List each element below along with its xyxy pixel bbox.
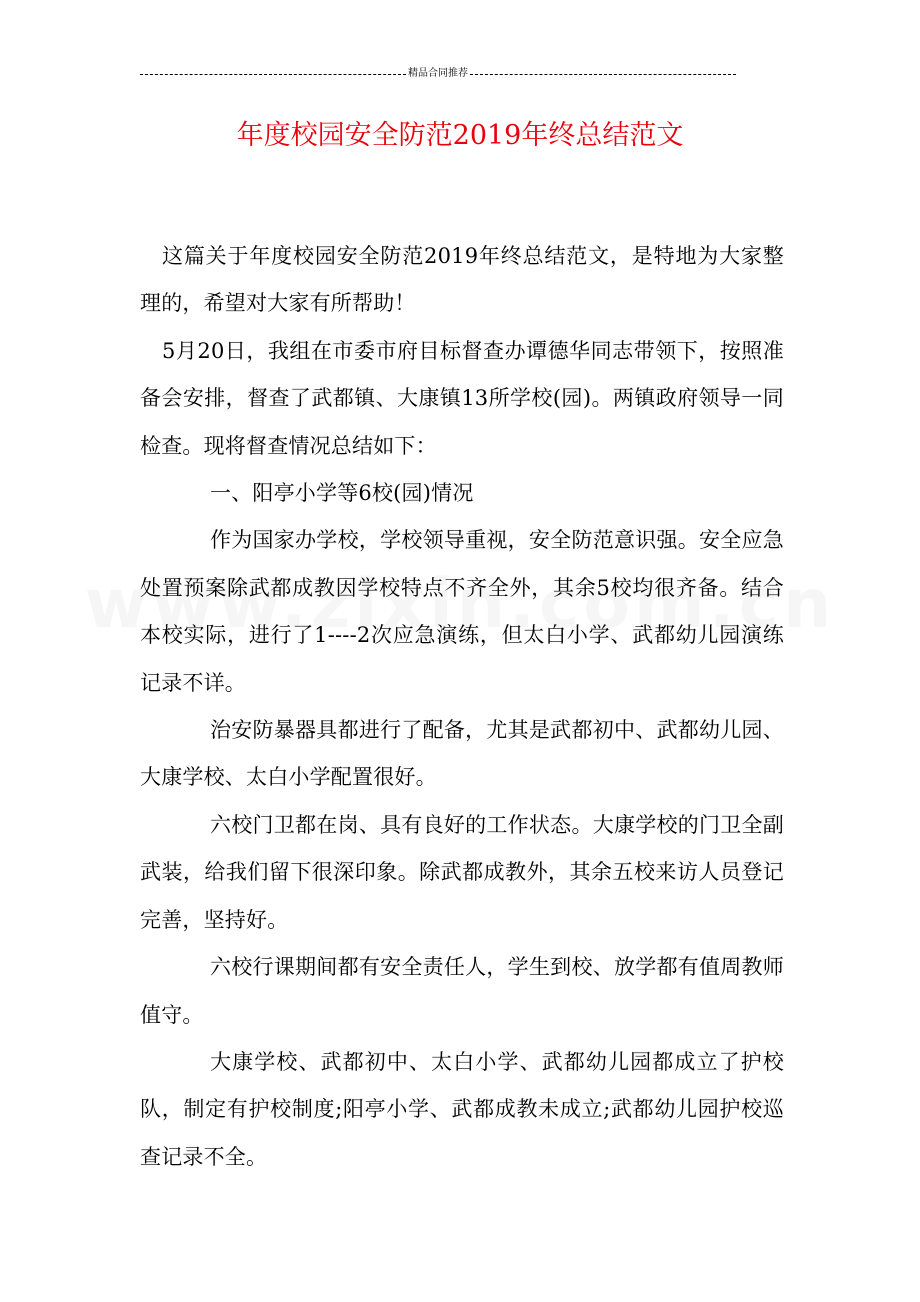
document-title: 年度校园安全防范2019年终总结范文 [236, 120, 684, 151]
page-header [140, 66, 736, 82]
intro-paragraph: 这篇关于年度校园安全防范2019年终总结范文，是特地为大家整理的，希望对大家有所帮助！ [140, 244, 784, 316]
header-dash-right [470, 74, 736, 75]
header-label: 精品合同推荐 [408, 68, 468, 79]
body-paragraph: 治安防暴器具都进行了配备，尤其是武都初中、武都幼儿园、大康学校、太白小学配置很好。 [140, 718, 784, 790]
header-dash-left [140, 74, 406, 75]
body-paragraph: 六校门卫都在岗、具有良好的工作状态。大康学校的门卫全副武装，给我们留下很深印象。除武都成教外，其余五校来访人员登记完善，坚持好。 [140, 812, 784, 932]
body-paragraph: 作为国家办学校，学校领导重视，安全防范意识强。安全应急处置预案除武都成教因学校特点不齐全外，其余5校均很齐备。结合本校实际，进行了1----2次应急演练，但太白小学、武都幼儿园演练记录不详。 [140, 528, 784, 695]
document-body [140, 233, 784, 1181]
section-heading: 一、阳亭小学等6校(园)情况 [210, 481, 474, 506]
body-paragraph: 大康学校、武都初中、太白小学、武都幼儿园都成立了护校队，制定有护校制度;阳亭小学、武都成教未成立;武都幼儿园护校巡查记录不全。 [140, 1049, 784, 1169]
summary-paragraph: 5月20日，我组在市委市府目标督查办谭德华同志带领下，按照准备会安排，督查了武都镇、大康镇13所学校(园)。两镇政府领导一同检查。现将督查情况总结如下： [140, 338, 784, 458]
body-paragraph: 六校行课期间都有安全责任人，学生到校、放学都有值周教师值守。 [140, 955, 784, 1027]
